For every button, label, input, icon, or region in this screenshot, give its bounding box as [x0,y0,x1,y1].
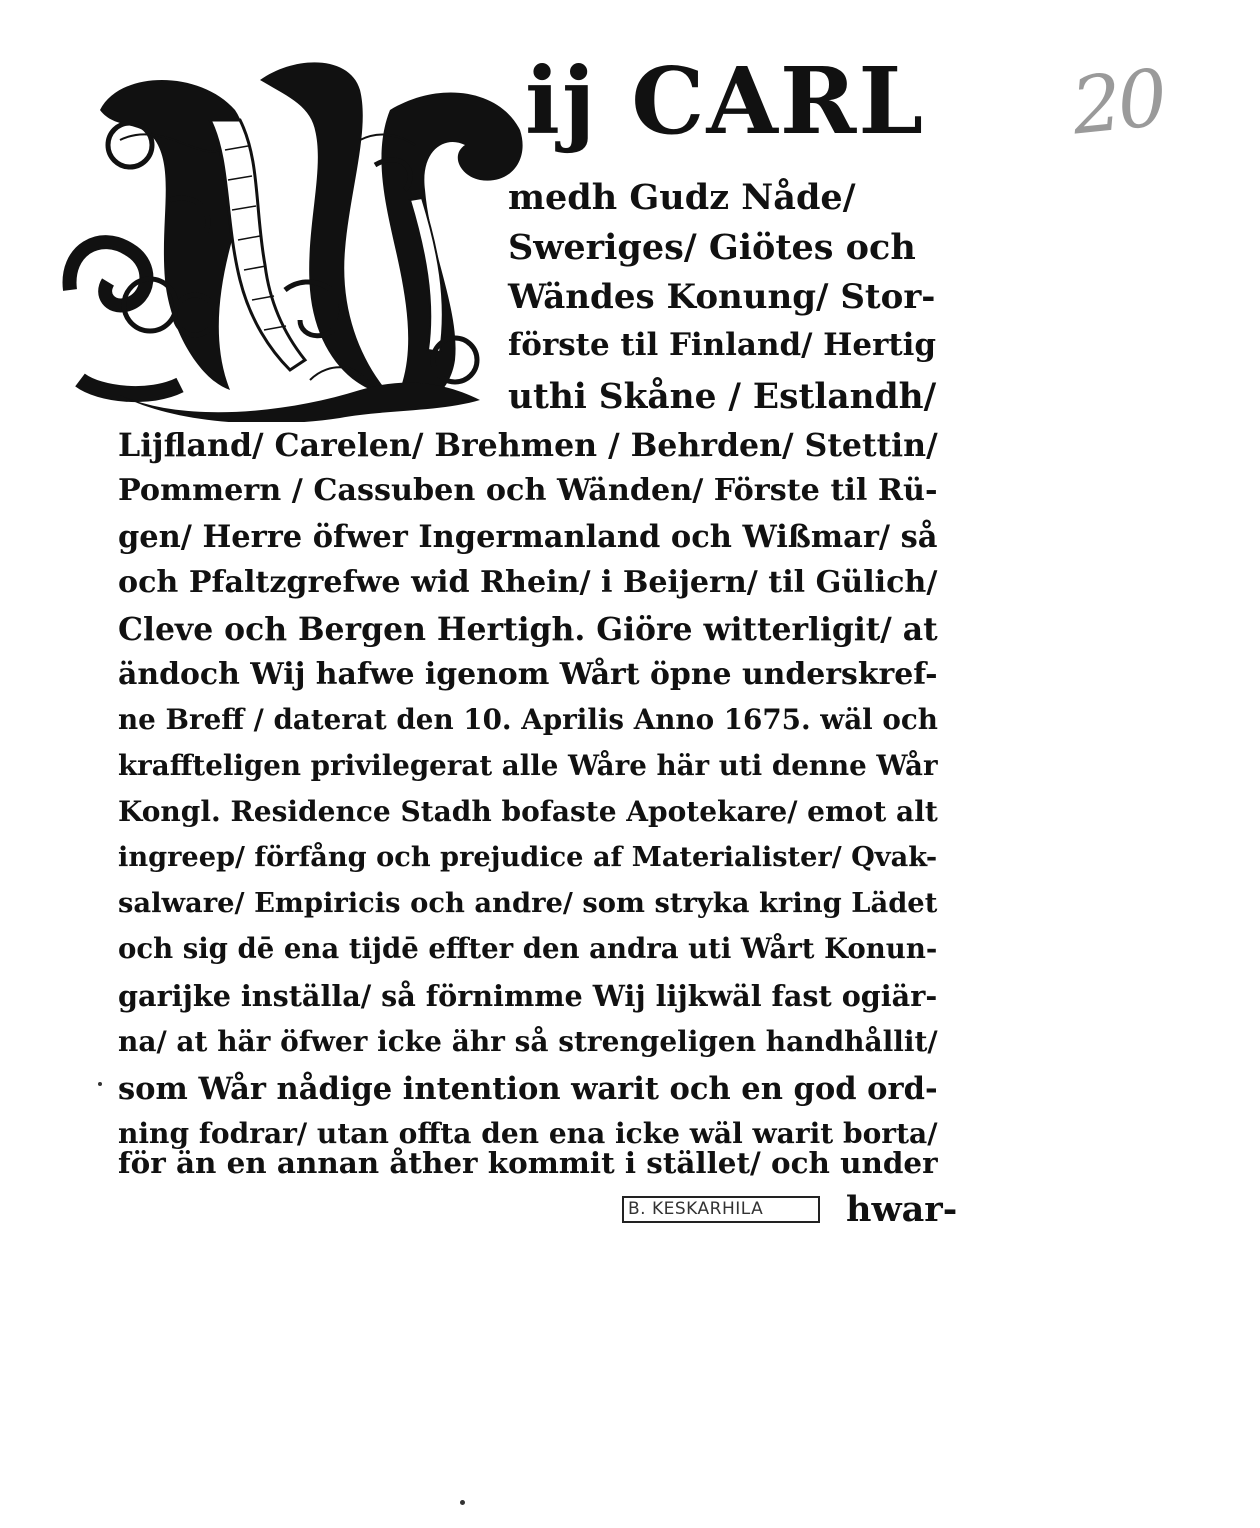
body-line: Kongl. Residence Stadh bofaste Apotekare/ emot alt [118,795,938,828]
body-line: ning fodrar/ utan offta den ena icke wäl warit borta/ [118,1117,938,1150]
body-line: och Pfaltzgrefwe wid Rhein/ i Beijern/ til Gülich/ [118,565,938,600]
body-line: som Wår nådige intention warit och en god ord- [118,1071,938,1107]
intro-line: medh Gudz Nåde/ [508,177,856,218]
handwritten-page-number: 20 [1067,53,1168,153]
body-line: och sig dē ena tijdē effter den andra uti Wårt Konun- [118,933,938,965]
body-line: salware/ Empiricis och andre/ som stryka kring Lädet [118,887,938,919]
paper-speck [98,1082,102,1086]
body-line: ne Breff / daterat den 10. Aprilis Anno 1675. wäl och [118,703,938,736]
intro-line: förste til Finland/ Hertig [508,327,937,363]
body-line: Cleve och Bergen Hertigh. Giöre witterligit/ at [118,611,938,648]
proclamation-headline: ij CARL [525,47,926,155]
intro-line: Wändes Konung/ Stor- [508,277,936,317]
body-line: ändoch Wij hafwe igenom Wårt öpne underskref- [118,657,938,692]
body-line: na/ at här öfwer icke ähr så strengeligen handhållit/ [118,1025,938,1058]
body-line: ingreep/ förfång och prejudice af Materialister/ Qvak- [118,841,938,873]
library-stamp: B. KESKARHILA [622,1196,820,1223]
body-line: garijke inställa/ så förnimme Wij lijkwäl fast ogiär- [118,979,938,1013]
body-line: gen/ Herre öfwer Ingermanland och Wißmar/ så [118,519,938,555]
body-line: Lijfland/ Carelen/ Brehmen / Behrden/ Stettin/ [118,427,938,464]
body-line: Pommern / Cassuben och Wänden/ Förste til Rü- [118,473,938,508]
intro-line: uthi Skåne / Estlandh/ [508,377,937,417]
ornamental-initial-w [60,50,530,422]
catchword: hwar- [846,1189,958,1230]
decorated-initial-graphic [60,50,530,422]
intro-line: Sweriges/ Giötes och [508,227,916,268]
body-line: kraffteligen privilegerat alle Wåre här uti denne Wår [118,749,938,782]
paper-speck [460,1500,465,1505]
body-line: för än en annan åther kommit i stället/ och under [118,1145,938,1180]
